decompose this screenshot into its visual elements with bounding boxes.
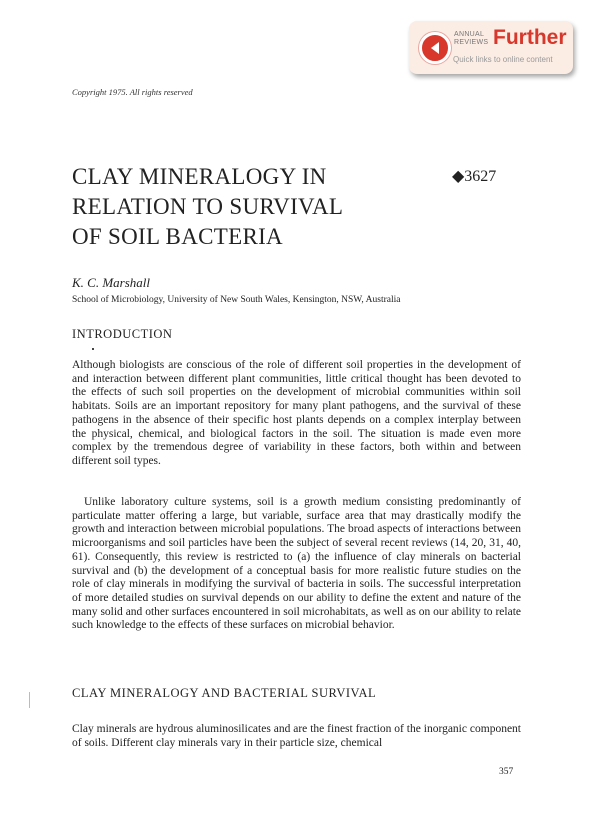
back-arrow-icon bbox=[419, 32, 451, 64]
further-word: Further bbox=[493, 26, 567, 49]
section-heading-clay-mineralogy: CLAY MINERALOGY AND BACTERIAL SURVIVAL bbox=[72, 686, 377, 700]
annual-reviews-label bbox=[454, 31, 494, 47]
body-paragraph: Unlike laboratory culture systems, soil is a growth medium consisting predominantly of particulate matter offering a large, but variable, surface area that may drastically modify the growth and interaction between microbial populations. The broad aspects of interactions between microorganisms and soil particles have been the subject of several recent reviews (14, 20, 31, 40, 61). Consequently, this review is restricted to (a) the influence of clay minerals on bacterial survival and (b) the development of a conceptual basis for more realistic future studies on the role of clay minerals in modifying the survival of bacteria in soils. The successful interpretation of more detailed studies on survival depends on our ability to define the extent and nature of the many solid and other surfaces encountered in soil microhabitats, as well as on our ability to relate such knowledge to the effects of these surfaces on microbial behavior. bbox=[72, 496, 521, 632]
title-line: RELATION TO SURVIVAL bbox=[72, 194, 344, 219]
body-paragraph: Clay minerals are hydrous aluminosilicates and are the finest fraction of the inorganic component of soils. Different clay minerals vary in their particle size, chemical bbox=[72, 723, 521, 749]
body-paragraph: Although biologists are conscious of the role of different soil properties in the development of and interaction between different plant communities, little critical thought has been devoted to the effects of such soil properties on the development of microbial communities within soil habitats. Soils are an important repository for many plant pathogens, and the survival of these pathogens in the absence of their specific host plants depends on a complex interplay between the physical, chemical, and biological factors in the soil. The situation is made even more complex by the tremendous degree of variability in these factors, both within and between different soil types. bbox=[72, 359, 521, 467]
reviews-line: REVIEWS bbox=[454, 39, 489, 46]
annual-line: ANNUAL bbox=[454, 31, 485, 38]
section-heading-introduction: INTRODUCTION bbox=[72, 327, 173, 341]
author-affiliation: School of Microbiology, University of New South Wales, Kensington, NSW, Australia bbox=[72, 295, 401, 305]
further-tagline: Quick links to online content bbox=[453, 55, 553, 64]
article-title bbox=[72, 162, 343, 252]
page-number: 357 bbox=[499, 767, 514, 777]
author-name: K. C. Marshall bbox=[72, 275, 151, 290]
document-code: ◆3627 bbox=[452, 168, 497, 185]
title-line: CLAY MINERALOGY IN bbox=[72, 164, 327, 189]
copyright-notice: Copyright 1975. All rights reserved bbox=[72, 87, 193, 97]
title-line: OF SOIL BACTERIA bbox=[72, 224, 283, 249]
stray-mark bbox=[92, 348, 94, 350]
further-badge[interactable] bbox=[409, 21, 573, 74]
margin-mark bbox=[29, 692, 30, 708]
